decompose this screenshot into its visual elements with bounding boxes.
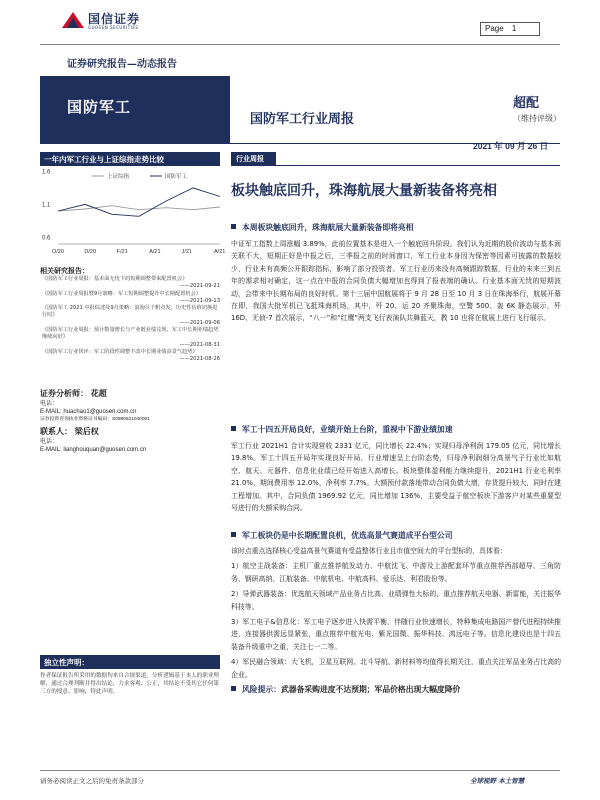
- report-tag: 行业周报: [231, 152, 276, 165]
- disclaimer-title: 独立性声明：: [40, 655, 220, 669]
- chart-title: 一年内军工行业与上证综指走势比较: [40, 152, 220, 166]
- related-report-date: ——2021-08-26: [179, 356, 220, 363]
- report-type: 证券研究报告—动态报告: [67, 59, 177, 70]
- related-report-title: 《国防军工行业周报：基本面无忧下的短期调整带来配置机会》: [42, 276, 188, 282]
- x-tick-label: A/21: [149, 249, 161, 255]
- y-tick-label: 1.6: [42, 169, 51, 176]
- related-report-title: 《国防军工行业快评：军工阶段性调整不改中长期业绩高景气趋势》: [42, 348, 198, 355]
- related-report-item[interactable]: [42, 276, 220, 291]
- y-tick-label: 0.6: [42, 235, 51, 242]
- related-report-title: 《国防军工行业周报暨9月策略：军工短期调整提升中长期配置机会》: [42, 290, 201, 297]
- related-report-item[interactable]: [42, 327, 220, 349]
- related-report-item[interactable]: [42, 291, 220, 306]
- section-title-text: 军工板块仍是中长期配置良机，优选高景气赛道成平台型公司: [242, 531, 453, 540]
- header-divider: [40, 44, 560, 45]
- footer-divider: [40, 770, 560, 771]
- related-title: 相关研究报告：: [40, 267, 89, 275]
- analyst-phone: 电话：: [40, 401, 59, 407]
- section-3-title: [231, 530, 561, 541]
- x-tick-label: F/21: [116, 249, 128, 255]
- x-tick-label: D/20: [84, 249, 97, 255]
- related-report-date: ——2021-09-06: [179, 319, 220, 326]
- legend-label: 上证综指: [107, 174, 130, 180]
- analyst-info: [40, 400, 150, 424]
- related-reports-list: [42, 276, 220, 364]
- section-2-title: [231, 424, 561, 435]
- section-1: [231, 222, 561, 325]
- analyst-cert: 证券投资咨询执业资格证书编码：S0980521040001: [40, 417, 150, 422]
- page-number: 1: [511, 24, 517, 33]
- logo-text: 国信证券: [88, 12, 141, 26]
- bullet-square-icon: [231, 532, 236, 537]
- risk-text: 武器备采购进度不达预期；军品价格出现大幅度降价: [280, 685, 461, 695]
- item-2: 2）导弹武器装备：优选航天领域产品业务占比高、业绩弹性大标的，重点推荐航天电器、新雷能，关注振华科技等。: [231, 590, 561, 611]
- item-3: 3）军工电子&信息化：军工电子逐步进入快需平衡，伴随行业快速增长，特种集成电路国产替代进程持续推进，连接器供需远显紧张，重点推荐中航光电、紫光国微、振华科技、鸿远电子等。信息化建设也是十四五装备升级重中之重，关注七一二等。: [231, 618, 561, 651]
- report-title: 国防军工行业周报: [250, 112, 355, 127]
- related-report-date: ——2021-08-31: [179, 341, 220, 348]
- analyst-name: 花超: [90, 389, 107, 398]
- page-indicator: [480, 22, 540, 36]
- y-tick-label: 1.1: [42, 202, 51, 209]
- rating: 超配: [513, 96, 540, 111]
- performance-chart: [40, 168, 226, 258]
- analyst-label-text: 证券分析师：: [40, 389, 88, 398]
- item-1: 1）航空主战装备：主机厂重点推荐航发动力、中航沈飞、中游及上游配套环节重点推荐西部超导、三角防务、钢研高纳、江航装备、中航机电、中航高科、爱乐达、利君股份等。: [231, 562, 561, 583]
- tag-divider: [231, 165, 560, 166]
- rating-note: （维持评级）: [513, 114, 561, 123]
- contact-phone: 电话：: [40, 439, 59, 445]
- contact-name: 梁后权: [74, 427, 99, 436]
- item-4: 4）军民融合领域：大飞机，卫星互联网、北斗导航、新材料等均值得长期关注，重点关注军品业务占比高的企业。: [231, 658, 561, 679]
- contact-label-text: 联系人：: [40, 427, 72, 436]
- related-report-title: 《国防军工行业周报：预计数量增长与产业链业绩兑现，军工中长期业绩趋势继续向好》: [42, 327, 219, 341]
- section-3-body: 该时点重点选择核心受益高景气赛道有受益整体行业且市值空间大的平台型标的，具体看：: [231, 547, 507, 555]
- bullet-square-icon: [231, 686, 236, 691]
- footer-slogan: 全球视野 本土智慧: [470, 777, 525, 785]
- logo-english: GUOSEN SECURITIES: [88, 25, 139, 30]
- x-tick-label: A/21: [214, 249, 226, 255]
- related-report-item[interactable]: [42, 349, 220, 364]
- related-report-date: ——2021-09-21: [179, 283, 220, 290]
- x-tick-label: J/21: [181, 249, 193, 255]
- section-title-text: 本周板块触底回升，珠海航展大量新装备即将亮相: [242, 223, 414, 232]
- contact-label: [40, 426, 99, 437]
- disclaimer-text: 作者保证报告所采用的数据均来自合规渠道，分析逻辑基于本人的职业理解，通过合理判断并得出结论，力求客观、公正，其结论不受其它任何第三方的授意、影响，特此声明。: [40, 673, 220, 695]
- section-1-body: 中证军工指数上周涨幅 3.89%，此前位置基本是进入一个触底回升阶段。我们认为近期的股价波动与基本面关联不大，短期正好是中报之后，三季报之前的时间窗口，军工行业本身因为保密等因素可披露的数据较少，行业未有高频公开跟踪指标，影响了部分投资者。军工行业历来没有高频跟踪数据，行业的未来三到五年的需求相对确定，这一点在中报的合同负债大幅增加也得到了报表端的确认。行业基本面无忧的短期波动，会带来中长期布局的良好时机。第十三届中国航展将于 9 月 28 日至 10 月 3 日在珠海举行，航展开幕在即，我国大批军机已飞抵珠海机场，其中，歼 20、运 20 齐聚珠海，空警 500、轰 6K 静态展示，歼 16D、无侦-7 首次展示，“八一”和“红鹰”两支飞行表演队共舞蓝天，教 10 也将在航展上进行飞行展示。: [231, 240, 561, 323]
- contact-email[interactable]: E-MAIL: lianghouquan@guosen.com.cn: [40, 447, 147, 453]
- related-report-item[interactable]: [42, 305, 220, 327]
- risk-note: [231, 684, 561, 695]
- section-1-title: [231, 222, 561, 233]
- related-report-date: ——2021-09-13: [179, 297, 220, 304]
- sector-title: 国防军工: [67, 98, 132, 116]
- report-date: 2021 年 09 月 26 日: [473, 141, 549, 151]
- section-2-body: 军工行业 2021H1 合计实现营收 2331 亿元，同比增长 22.4%；实现归母净利润 179.05 亿元，同比增长 19.8%。军工十四五开局年实现良好开局，行业增速呈上台阶态势，归母净利润细分高景气子行业比如航空、航天、元器件、信息化业绩已经开始进入高增长。板块整体盈利能力继续提升，2021H1 行业毛利率 21.0%，期间费用率 12.0%，净利率 7.7%。大额预付款落地带动合同负债大增，存货提升较大，同时在建工程增加。其中，合同负债 1969.92 亿元，同比增加 136%，主要受益于航空板块下游客户对某些重要型号进行的大额采购合同。: [231, 442, 561, 513]
- section-2: [231, 424, 561, 514]
- analyst-email[interactable]: E-MAIL: huachao1@guosen.com.cn: [40, 409, 137, 415]
- guosen-logo-icon: [62, 12, 84, 28]
- legend-label: 国防军工: [165, 174, 188, 180]
- contact-info: [40, 438, 146, 454]
- x-tick-label: O/20: [52, 249, 64, 255]
- section-3: [231, 530, 561, 695]
- series-line: [58, 188, 220, 216]
- footer-disclaimer: 请务必阅读正文之后的免责条款部分: [40, 777, 144, 785]
- bullet-square-icon: [231, 224, 236, 229]
- analyst-label: [40, 388, 107, 399]
- page-label: Page: [485, 24, 504, 33]
- series-line: [58, 206, 220, 211]
- headline: 板块触底回升，珠海航展大量新装备将亮相: [231, 183, 497, 199]
- section-title-text: 军工十四五开局良好，业绩开始上台阶，重视中下游业绩加速: [242, 425, 453, 434]
- risk-title: 风险提示：: [242, 685, 281, 695]
- related-report-title: 《国防军工 2021 中报综述及9月策略：浪淘尽千帆竞发，历史性估值切换进行时》: [42, 305, 218, 319]
- bullet-square-icon: [231, 426, 236, 431]
